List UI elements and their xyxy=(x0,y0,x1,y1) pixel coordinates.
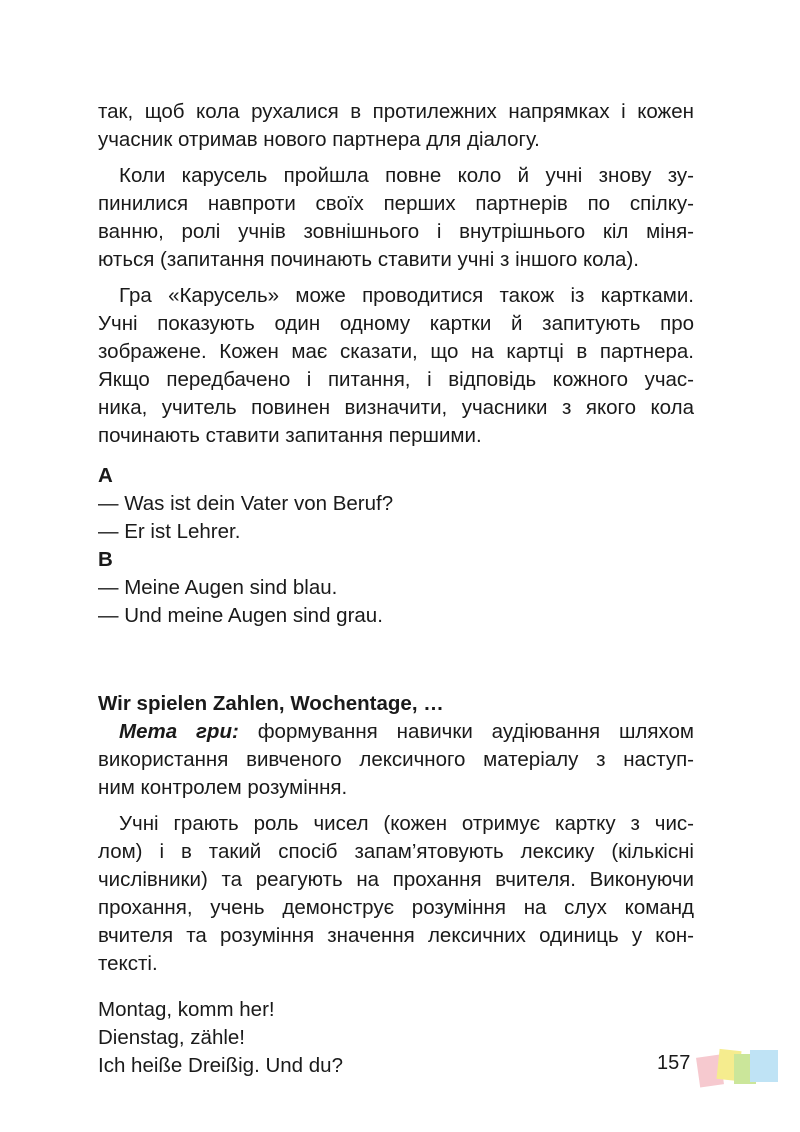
example-line: Dienstag, zähle! xyxy=(98,1026,246,1049)
text-line: зображене. Кожен має сказати, що на картці в партнера. xyxy=(98,340,694,363)
dialogue-label-a: A xyxy=(98,464,113,487)
example-line: Montag, komm her! xyxy=(98,998,275,1021)
text-line xyxy=(98,718,694,746)
game-description-paragraph xyxy=(98,810,694,978)
page-number: 157 xyxy=(657,1052,691,1074)
text-line: починають ставити запитання першими. xyxy=(98,424,482,447)
text-line: вчителя та розуміння значення лексичних одиниць у кон- xyxy=(98,924,694,947)
dialogue-line: — Und meine Augen sind grau. xyxy=(98,604,383,627)
text-line: учасник отримав нового партнера для діалогу. xyxy=(98,128,540,151)
carousel-paragraph-1 xyxy=(98,98,694,154)
carousel-paragraph-2 xyxy=(98,162,694,274)
text-line: Якщо передбачено і питання, і відповідь кожного учас- xyxy=(98,368,694,391)
dialogue-label-b: B xyxy=(98,548,113,571)
text-line: лом) і в такий спосіб запам’ятовують лексику (кількісні xyxy=(98,840,694,863)
text-line: ника, учитель повинен визначити, учасники з якого кола xyxy=(98,396,694,419)
text-line: Гра «Карусель» може проводитися також із картками. xyxy=(119,284,694,307)
text-line: Учні показують один одному картки й запитують про xyxy=(98,312,694,335)
game-goal-paragraph xyxy=(98,718,694,802)
carousel-example-dialogue xyxy=(98,462,694,630)
text-line: ним контролем розуміння. xyxy=(98,776,348,799)
carousel-paragraph-3 xyxy=(98,282,694,450)
goal-text: формування навички аудіювання шляхом xyxy=(238,720,695,743)
text-line: числівники) та реагують на прохання вчителя. Виконуючи xyxy=(98,868,694,891)
colored-squares-decoration-icon xyxy=(694,1044,784,1094)
text-line: ванню, ролі учнів зовнішнього і внутрішнього кіл міня- xyxy=(98,220,694,243)
text-line: Коли карусель пройшла повне коло й учні знову зу- xyxy=(119,164,694,187)
goal-label: Мета гри: xyxy=(119,720,239,743)
text-line: так, щоб кола рухалися в протилежних напрямках і кожен xyxy=(98,100,694,123)
example-line: Ich heiße Dreißig. Und du? xyxy=(98,1054,343,1077)
text-line: ються (запитання починають ставити учні з іншого кола). xyxy=(98,248,639,271)
blue-square xyxy=(750,1050,778,1082)
text-line: пинилися навпроти своїх перших партнерів по спілку- xyxy=(98,192,694,215)
game-examples xyxy=(98,996,694,1080)
dialogue-line: — Was ist dein Vater von Beruf? xyxy=(98,492,394,515)
text-line: тексті. xyxy=(98,952,158,975)
page-body xyxy=(98,98,694,1080)
dialogue-line: — Er ist Lehrer. xyxy=(98,520,241,543)
dialogue-line: — Meine Augen sind blau. xyxy=(98,576,338,599)
text-line: прохання, учень демонструє розуміння на слух команд xyxy=(98,896,694,919)
text-line: Учні грають роль чисел (кожен отримує картку з чис- xyxy=(119,812,694,835)
game-title: Wir spielen Zahlen, Wochentage, … xyxy=(98,692,444,715)
text-line: використання вивченого лексичного матеріалу з наступ- xyxy=(98,748,694,771)
